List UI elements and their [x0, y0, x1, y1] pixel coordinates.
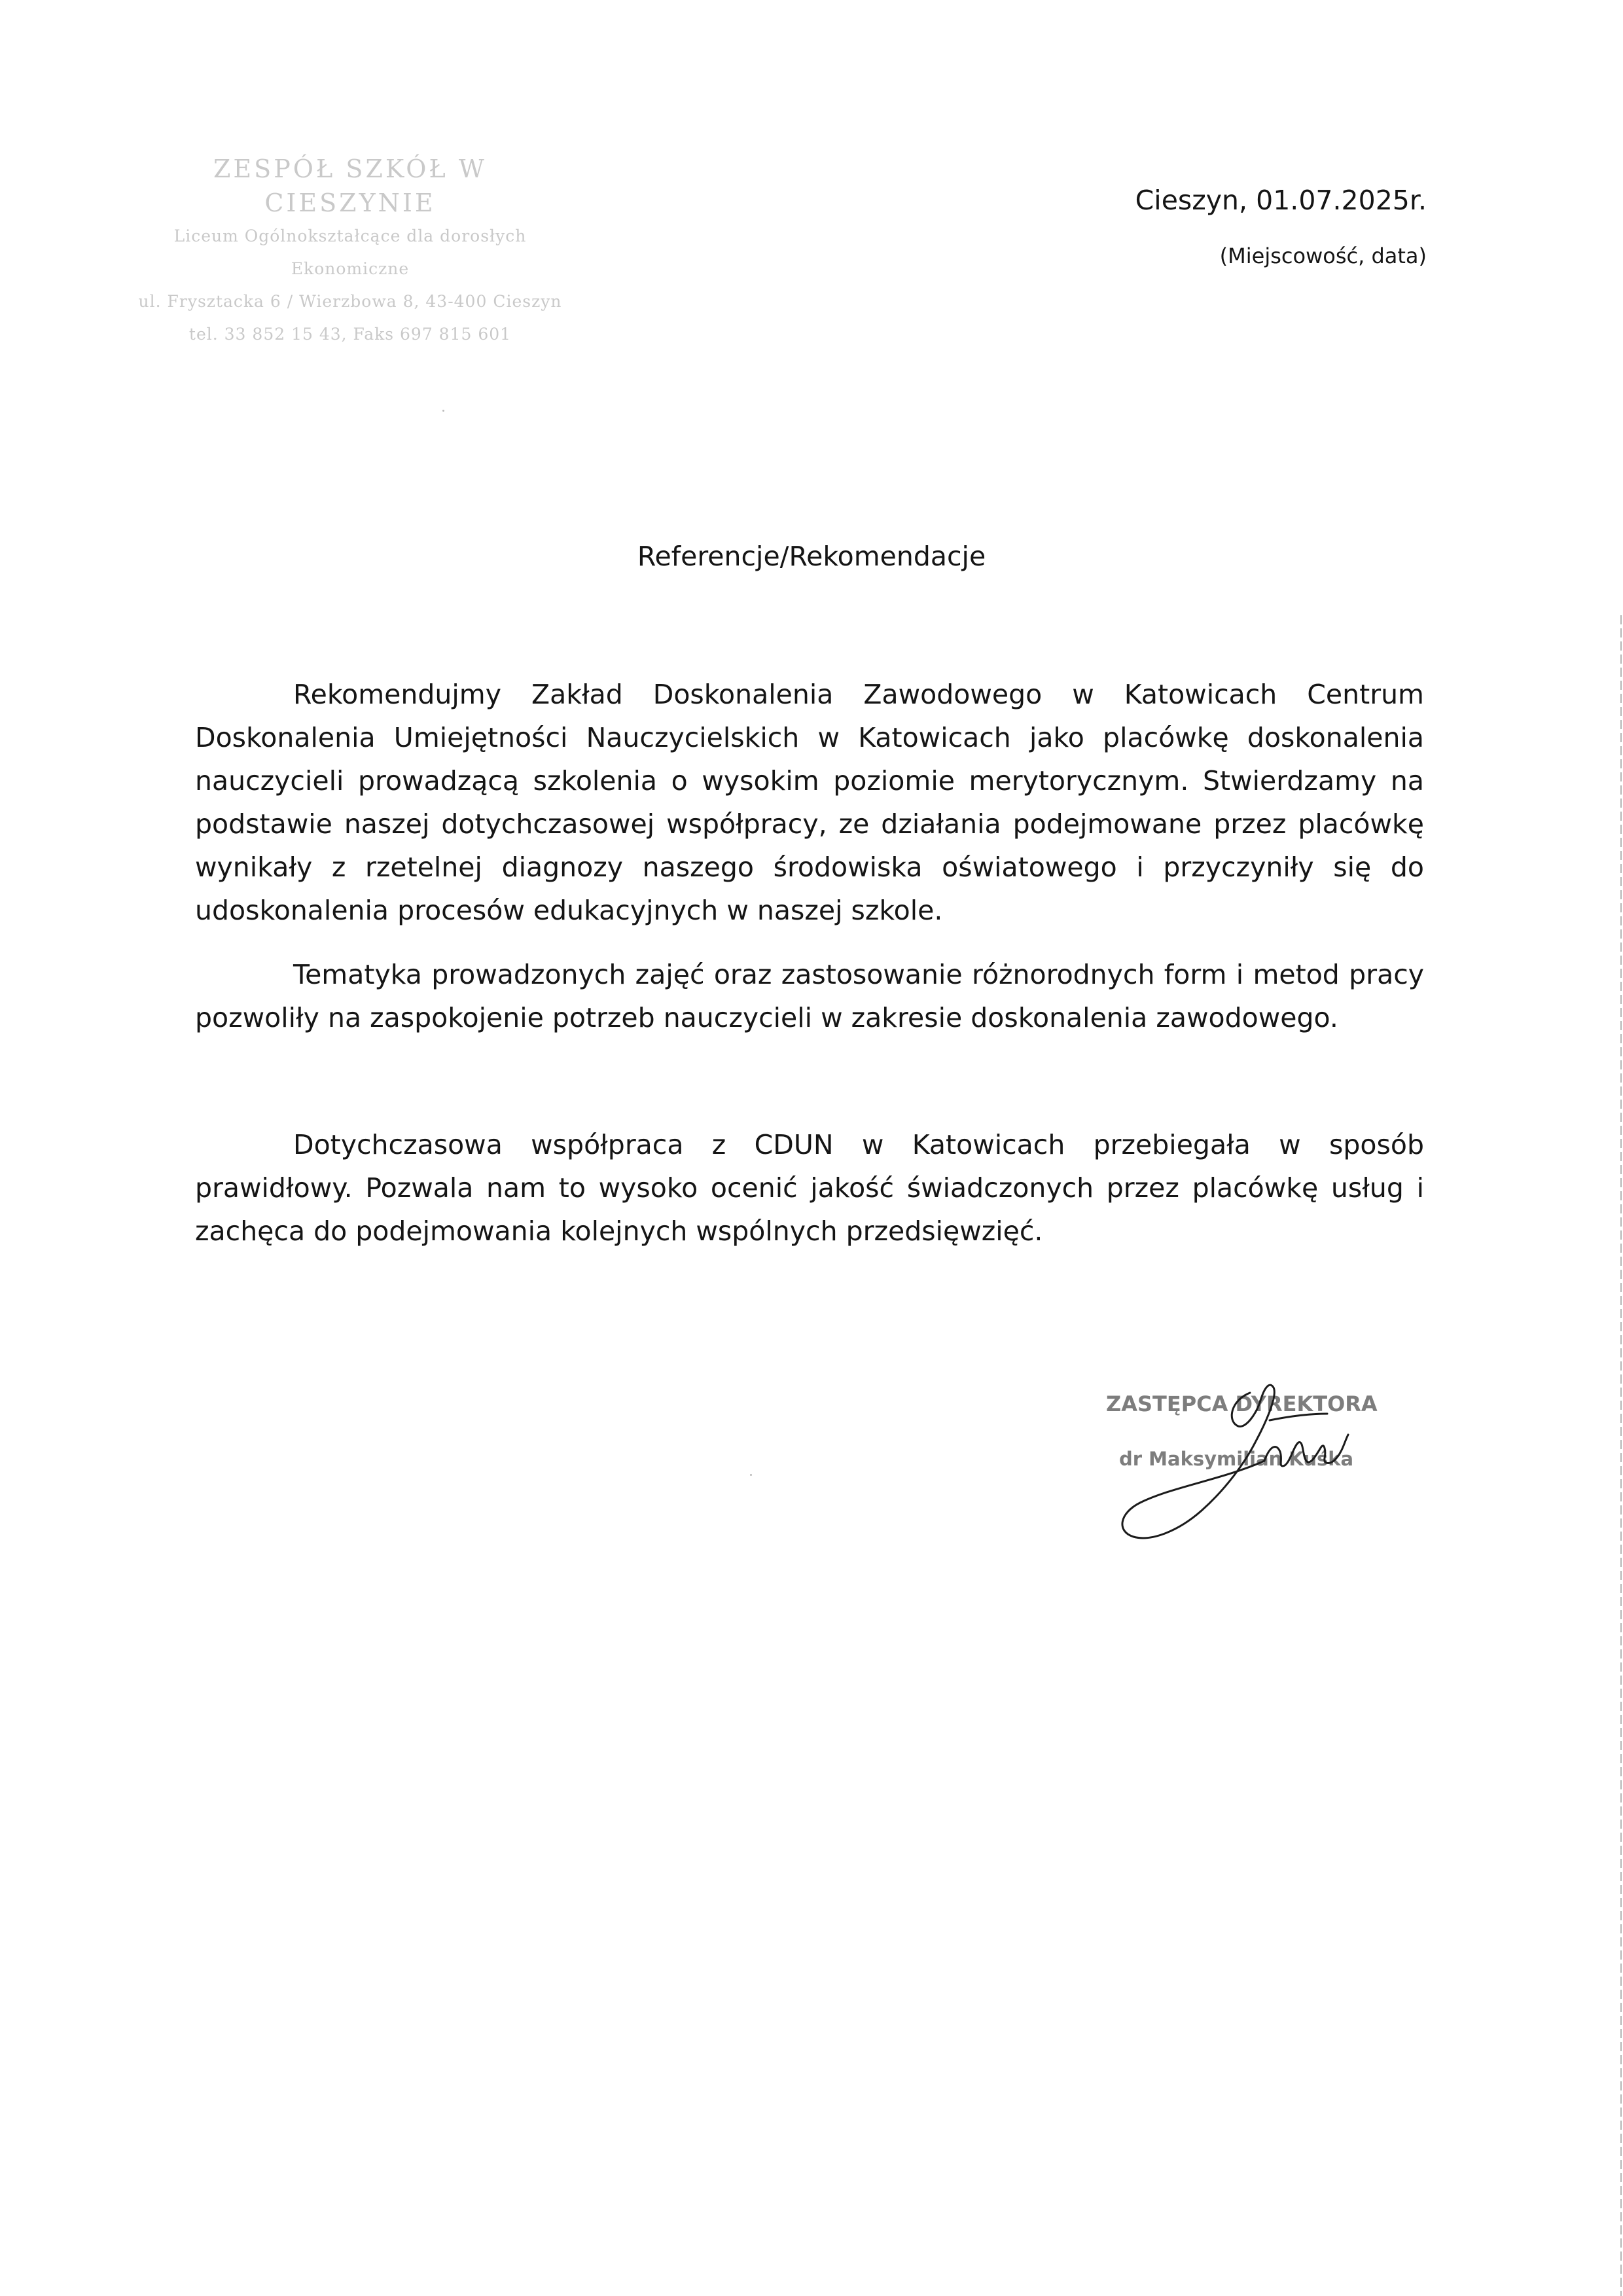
place-date: Cieszyn, 01.07.2025r.	[1135, 185, 1427, 216]
paragraph-1: Rekomendujmy Zakład Doskonalenia Zawodowego w Katowicach Centrum Doskonalenia Umiejętności Nauczycielskich w Katowicach jako placówkę doskonalenia nauczycieli prowadzącą szkolenia o wysokim poziomie merytorycznym. Stwierdzamy na podstawie naszej dotychczasowej współpracy, ze działania podejmowane przez placówkę wynikały z rzetelnej diagnozy naszego środowiska oświatowego i przyczyniły się do udoskonalenia procesów edukacyjnych w naszej szkole.	[195, 679, 1424, 926]
paragraph-3: Dotychczasowa współpraca z CDUN w Katowicach przebiegała w sposób prawidłowy. Pozwala nam to wysoko ocenić jakość świadczonych przez placówkę usług i zachęca do podejmowania kolejnych wspólnych przedsięwzięć.	[195, 1129, 1424, 1247]
document-title: Referencje/Rekomendacje	[637, 541, 986, 572]
signature-name: dr Maksymilian Kuśka	[1119, 1448, 1354, 1470]
stamp-line-1: Liceum Ogólnokształcące dla dorosłych Ekonomiczne	[173, 226, 527, 278]
signature-role: ZASTĘPCA DYREKTORA	[1106, 1391, 1378, 1416]
paragraph-2: Tematyka prowadzonych zajęć oraz zastosowanie różnorodnych form i metod pracy pozwoliły na zaspokojenie potrzeb nauczycieli w zakresie doskonalenia zawodowego.	[195, 959, 1424, 1033]
scan-speck	[750, 1474, 752, 1476]
signature-block	[1073, 1374, 1414, 1571]
place-date-caption: (Miejscowość, data)	[1219, 243, 1427, 268]
handwritten-signature-icon	[1073, 1374, 1414, 1571]
stamp-title: ZESPÓŁ SZKÓŁ W CIESZYNIE	[213, 154, 487, 217]
scan-speck	[442, 410, 444, 412]
stamp-line-2: ul. Frysztacka 6 / Wierzbowa 8, 43-400 Cieszyn	[138, 292, 562, 311]
stamp-line-3: tel. 33 852 15 43, Faks 697 815 601	[188, 325, 512, 344]
scan-edge-line	[1619, 615, 1623, 2296]
letter-body	[195, 673, 1424, 1253]
school-stamp	[124, 152, 576, 351]
